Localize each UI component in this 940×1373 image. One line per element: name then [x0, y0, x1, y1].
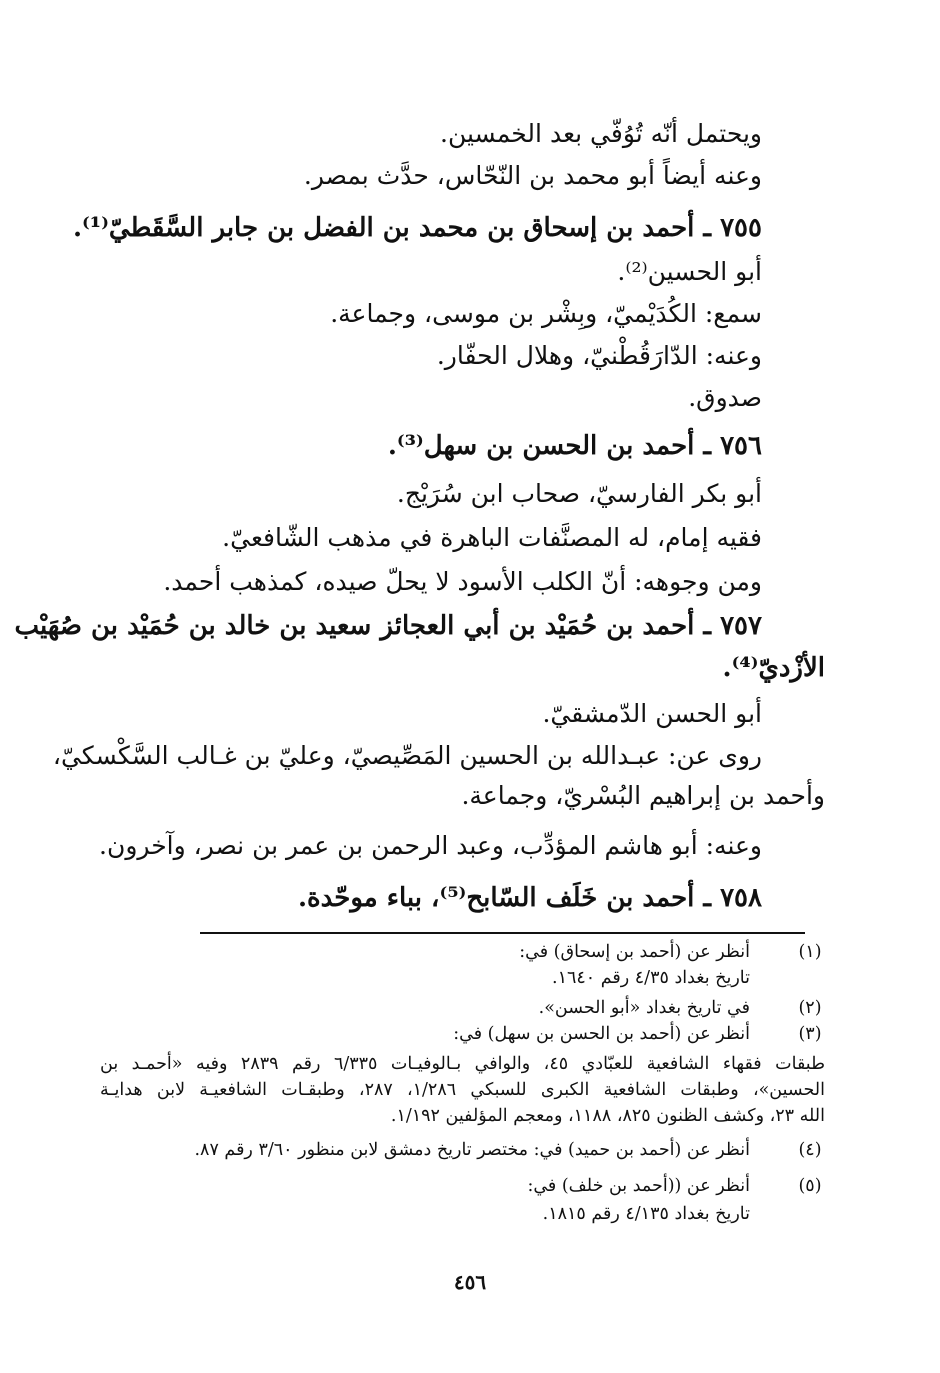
text-line: ومن وجوهه: أنّ الكلب الأسود لا يحلّ صيده، كمذهب أحمد.: [163, 567, 762, 596]
footnote-marker: (٣): [798, 1024, 822, 1044]
text-line: أبو الحسين⁽²⁾.: [617, 257, 762, 286]
footnote-text: تاريخ بغداد ٤/٣٥ رقم ١٦٤٠.: [552, 968, 750, 988]
footnote-text: أنظر عن (أحمد بن الحسن بن سهل) في:: [453, 1024, 750, 1044]
text-line: وعنه: أبو هاشم المؤدِّب، وعبد الرحمن بن عمر بن نصر، وآخرون.: [99, 831, 762, 860]
footnote-divider: [200, 932, 805, 934]
text-line: أبو الحسن الدّمشقيّ.: [542, 699, 762, 728]
text-line: أبو بكر الفارسيّ، صحاب ابن سُرَيْج.: [396, 479, 762, 508]
footnote-marker: (٥): [798, 1176, 822, 1196]
footnote-text: أنظر عن (أحمد بن حميد) في: مختصر تاريخ دمشق لابن منظور ٣/٦٠ رقم ٨٧.: [194, 1140, 750, 1160]
footnote-text: أنظر عن ((أحمد بن خلف) في:: [527, 1176, 750, 1196]
text-line: ويحتمل أنّه تُوُفّي بعد الخمسين.: [440, 119, 762, 148]
entry-heading-755: ٧٥٥ ـ أحمد بن إسحاق بن محمد بن الفضل بن جابر السَّقَطيّ⁽¹⁾.: [73, 213, 762, 243]
footnote-text: في تاريخ بغداد «أبو الحسن».: [538, 998, 750, 1018]
footnote-text: تاريخ بغداد ٤/١٣٥ رقم ١٨١٥.: [542, 1204, 750, 1224]
footnote-text: الحسين»، وطبقات الشافعية الكبرى للسبكي ١/٢٨٦، ٢٨٧، وطبقـات الشافعيـة لابن هدايـة: [100, 1080, 825, 1100]
text-line: وأحمد بن إبراهيم البُسْريّ، وجماعة.: [461, 781, 825, 810]
footnote-marker: (١): [798, 942, 822, 962]
text-line: وعنه: الدّارَقُطْنيّ، وهلال الحفّار.: [436, 341, 762, 370]
footnote-text: الله ٢٣، وكشف الظنون ٨٢٥، ١١٨٨، ومعجم المؤلفين ١/١٩٢.: [390, 1106, 825, 1126]
footnote-marker: (٤): [798, 1140, 822, 1160]
footnote-marker: (٢): [798, 998, 822, 1018]
footnote-text: طبقات فقهاء الشافعية للعبّادي ٤٥، والوافي بـالوفيـات ٦/٣٣٥ رقم ٢٨٣٩ وفيه «أحمـد بن: [100, 1054, 826, 1074]
footnote-text: أنظر عن (أحمد بن إسحاق) في:: [519, 942, 750, 962]
text-line: وعنه أيضاً أبو محمد بن النّحّاس، حدَّث بمصر.: [303, 161, 762, 190]
page-number: ٤٥٦: [453, 1270, 487, 1294]
text-line: سمع: الكُدَيْميّ، وبِشْر بن موسى، وجماعة.: [330, 299, 762, 328]
entry-heading-756: ٧٥٦ ـ أحمد بن الحسن بن سهل⁽³⁾.: [387, 431, 762, 461]
text-line: فقيه إمام، له المصنَّفات الباهرة في مذهب الشّافعيّ.: [222, 523, 762, 552]
entry-heading-758: ٧٥٨ ـ أحمد بن خَلَف السّابح⁽⁵⁾، بباء موحّدة.: [297, 883, 762, 913]
text-line: صدوق.: [688, 383, 762, 412]
entry-heading-757: ٧٥٧ ـ أحمد بن حُمَيْد بن أبي العجائز سعيد بن خالد بن حُمَيْد بن صُهَيْب: [14, 611, 762, 641]
entry-heading-757-cont: الأزْديّ⁽⁴⁾.: [722, 653, 825, 683]
text-line: روى عن: عبـدالله بن الحسين المَصِّيصيّ، وعليّ بن غـالب السَّكْسكيّ،: [52, 741, 762, 770]
